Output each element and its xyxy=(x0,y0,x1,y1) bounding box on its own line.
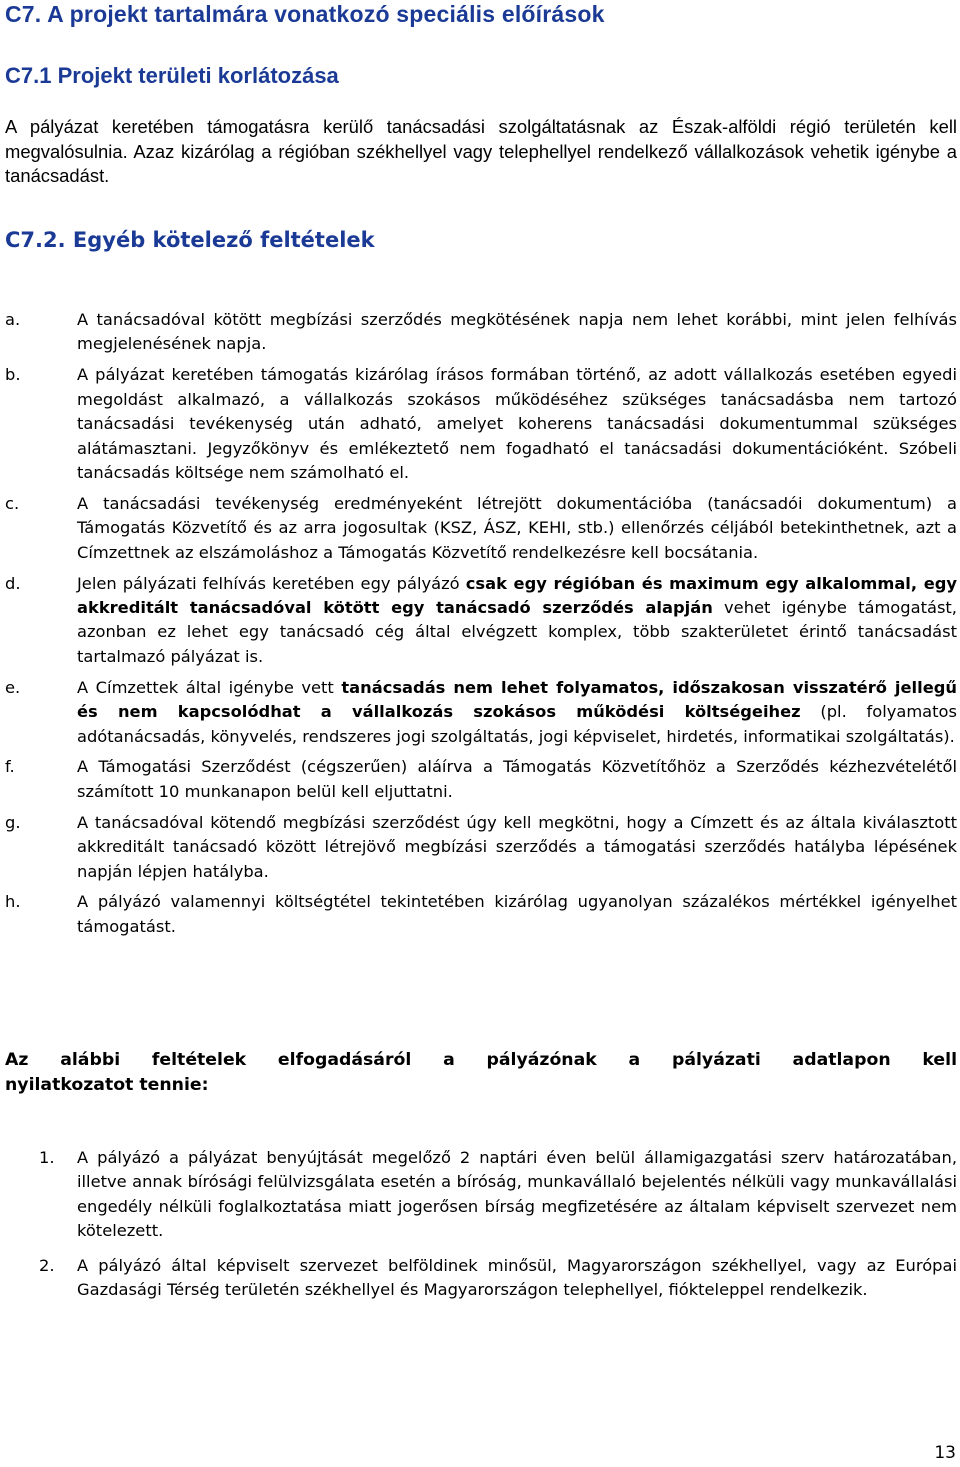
condition-text-part: A pályázó valamennyi költségtétel tekintetében kizárólag ugyanolyan százalékos mértékkel igényelhet támogatást. xyxy=(77,892,957,936)
declaration-marker: 2. xyxy=(39,1255,55,1275)
condition-text-part: Jelen pályázati felhívás keretében egy pályázó xyxy=(77,573,466,593)
condition-text xyxy=(77,811,957,884)
condition-item xyxy=(5,890,957,939)
condition-item xyxy=(5,811,957,884)
declaration-marker: 1. xyxy=(39,1148,55,1167)
condition-marker: f. xyxy=(5,757,15,777)
condition-marker: e. xyxy=(5,677,21,697)
declaration-heading-line1: Az alábbi feltételek elfogadásáról a pályázónak a pályázati adatlapon kell xyxy=(5,1050,957,1070)
condition-text-part: vehet igénybe támogatást, azonban ez lehet egy tanácsadó cég által elvégzett komplex, több szakterületet érintő tanácsadást tartalmazó pályázat is. xyxy=(77,597,957,666)
condition-text-emphasis: csak egy régióban és maximum egy alkalommal, egy akkreditált tanácsadóval kötött egy tanácsadó szerződés alapján xyxy=(77,573,958,617)
condition-text-part: A Támogatási Szerződést (cégszerűen) aláírva a Támogatás Közvetítőhöz a Szerződés kézhezvételétől számított 10 munkanapon belül kell eljuttatni. xyxy=(77,757,957,801)
subsection-1-title: C7.1 Projekt területi korlátozása xyxy=(5,63,339,88)
condition-text-part: A Címzettek által igénybe vett xyxy=(77,677,342,697)
declaration-list xyxy=(5,1146,957,1312)
conditions-list xyxy=(5,308,957,946)
declaration-text: A pályázó által képviselt szervezet belföldinek minősül, Magyarországon székhellyel, vagy az Európai Gazdasági Térség területén székhellyel és Magyarországon telephellyel, fiókteleppel rendelkezik. xyxy=(77,1255,957,1300)
condition-text-part: (pl. folyamatos adótanácsadás, könyvelés, rendszeres jogi szolgáltatás, jogi képviselet, hirdetés, informatikai szolgáltatás). xyxy=(77,702,957,746)
condition-marker: c. xyxy=(5,493,20,513)
subsection-2-title: C7.2. Egyéb kötelező feltételek xyxy=(5,228,375,252)
page-number: 13 xyxy=(934,1443,956,1463)
condition-text xyxy=(77,755,957,804)
condition-text-part: A tanácsadóval kötendő megbízási szerződést úgy kell megkötni, hogy a Címzett és az általa kiválasztott akkreditált tanácsadó között létrejövő megbízási szerződés a támogatási szerződés hatályba lépésének napján lépjen hatályba. xyxy=(77,812,957,881)
condition-item xyxy=(5,755,957,804)
declaration-heading xyxy=(5,1048,957,1098)
section-title: C7. A projekt tartalmára vonatkozó speciális előírások xyxy=(5,1,605,27)
condition-item xyxy=(5,572,957,670)
condition-marker: b. xyxy=(5,365,21,385)
declaration-item xyxy=(5,1254,957,1303)
condition-item xyxy=(5,492,957,565)
condition-text-part: A pályázat keretében támogatás kizárólag írásos formában történő, az adott vállalkozás esetében egyedi megoldást alkalmazó, a vállalkozás szokásos működéséhez szükséges tanácsadásba nem tartozó tanácsadási tevékenység után adható, amelyet koherens tanácsadási dokumentummal szükséges alátámasztani. Jegyzőkönyv és emlékeztető nem fogadható el tanácsadási dokumentációként. Szóbeli tanácsadás költsége nem számolható el. xyxy=(77,365,957,482)
declaration-item xyxy=(5,1146,957,1244)
condition-text xyxy=(77,890,957,939)
condition-marker: d. xyxy=(5,573,21,593)
condition-marker: a. xyxy=(5,310,21,329)
condition-marker: h. xyxy=(5,892,21,912)
condition-item xyxy=(5,308,957,357)
condition-text-part: A tanácsadóval kötött megbízási szerződés megkötésének napja nem lehet korábbi, mint jelen felhívás megjelenésének napja. xyxy=(77,310,957,354)
condition-marker: g. xyxy=(5,812,21,832)
condition-text xyxy=(77,676,957,749)
condition-item xyxy=(5,676,957,749)
condition-text-part: A tanácsadási tevékenység eredményeként létrejött dokumentációba (tanácsadói dokumentum) a Támogatás Közvetítő és az arra jogosultak (KSZ, ÁSZ, KEHI, stb.) ellenőrzés céljából betekinthetnek, azt a Címzettnek az elszámoláshoz a Támogatás Közvetítő rendelkezésre kell bocsátania. xyxy=(77,493,957,562)
condition-text xyxy=(77,492,957,565)
condition-item xyxy=(5,363,957,485)
condition-text xyxy=(77,572,957,670)
subsection-1-body: A pályázat keretében támogatásra kerülő tanácsadási szolgáltatásnak az Észak-alföldi régió területén kell megvalósulnia. Azaz kizárólag a régióban székhellyel vagy telephellyel rendelkező vállalkozások vehetik igénybe a tanácsadást. xyxy=(5,116,957,186)
declaration-text: A pályázó a pályázat benyújtását megelőző 2 naptári éven belül államigazgatási szerv határozatában, illetve annak bírósági felülvizsgálata esetén a bíróság, munkavállaló bejelentés nélküli vagy munkavállalási engedély nélküli foglalkoztatása miatt jogerősen bírság megfizetésére az általam képviselt szervezet nem kötelezett. xyxy=(77,1148,957,1241)
condition-text xyxy=(77,363,957,485)
declaration-heading-line2: nyilatkozatot tennie: xyxy=(5,1075,209,1095)
condition-text xyxy=(77,308,957,357)
condition-text-emphasis: tanácsadás nem lehet folyamatos, időszakosan visszatérő jellegű és nem kapcsolódhat a vállalkozás szokásos működési költségeihez xyxy=(77,677,958,722)
